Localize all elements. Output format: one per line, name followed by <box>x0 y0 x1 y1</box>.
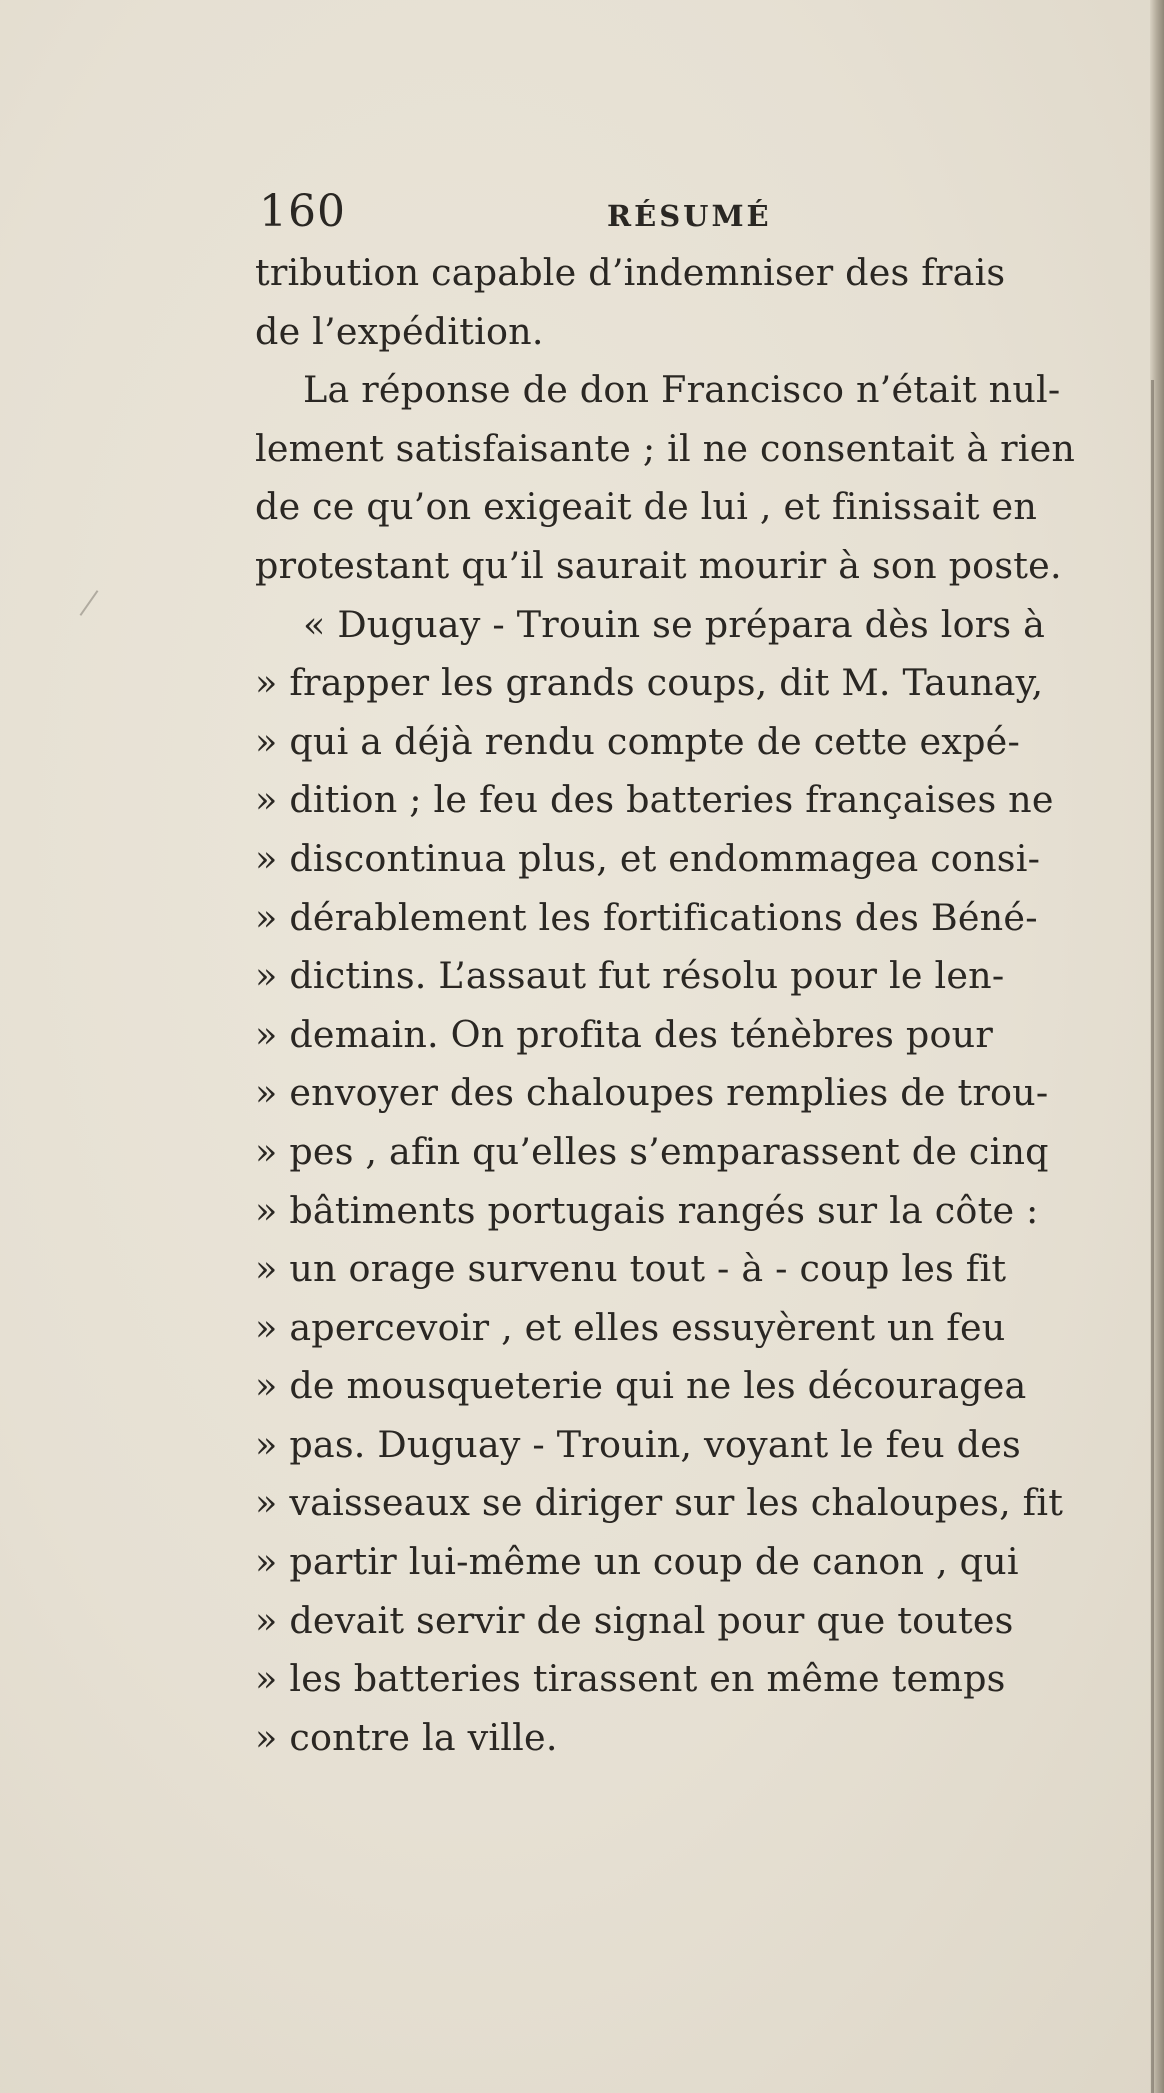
text-line: » vaisseaux se diriger sur les chaloupes, fit <box>255 1481 1064 1525</box>
text-line: « Duguay - Trouin se prépara dès lors à <box>303 602 1046 646</box>
text-line: » bâtiments portugais rangés sur la côte : <box>255 1188 1039 1232</box>
text-line: La réponse de don Francisco n’était nul- <box>303 368 1061 412</box>
text-block <box>255 180 1155 1767</box>
text-line: » pes , afin qu’elles s’emparassent de cinq <box>255 1129 1049 1173</box>
text-line: » dérablement les fortifications des Béné- <box>255 895 1038 939</box>
text-line: » frapper les grands coups, dit M. Taunay, <box>255 661 1044 705</box>
page-number: 160 <box>259 186 346 237</box>
text-line: » dition ; le feu des batteries françaises ne <box>255 778 1054 822</box>
text-line: » dictins. L’assaut fut résolu pour le len- <box>255 954 1005 998</box>
text-line: » envoyer des chaloupes remplies de trou- <box>255 1071 1049 1115</box>
text-line: tribution capable d’indemniser des frais <box>255 251 1006 294</box>
running-title: RÉSUMÉ <box>607 199 772 233</box>
text-line: » partir lui-même un coup de canon , qui <box>255 1540 1019 1584</box>
text-line: » qui a déjà rendu compte de cette expé- <box>255 719 1021 763</box>
page-header <box>255 180 1155 244</box>
text-line: » les batteries tirassent en même temps <box>255 1657 1006 1701</box>
text-line: » discontinua plus, et endommagea consi- <box>255 836 1041 880</box>
text-line: de l’expédition. <box>255 309 544 353</box>
text-line: lement satisfaisante ; il ne consentait à rien <box>255 426 1076 470</box>
text-line: protestant qu’il saurait mourir à son poste. <box>255 543 1062 587</box>
text-line: de ce qu’on exigeait de lui , et finissait en <box>255 485 1038 529</box>
text-line: » demain. On profita des ténèbres pour <box>255 1012 994 1056</box>
pencil-mark <box>80 590 99 616</box>
text-line: » de mousqueterie qui ne les découragea <box>255 1364 1027 1408</box>
text-line: » apercevoir , et elles essuyèrent un feu <box>255 1305 1006 1349</box>
text-line: » un orage survenu tout - à - coup les fit <box>255 1247 1007 1291</box>
text-line: » devait servir de signal pour que toutes <box>255 1598 1014 1642</box>
body-text <box>255 244 1155 1767</box>
text-line: » pas. Duguay - Trouin, voyant le feu des <box>255 1422 1021 1466</box>
text-line: » contre la ville. <box>255 1715 558 1759</box>
